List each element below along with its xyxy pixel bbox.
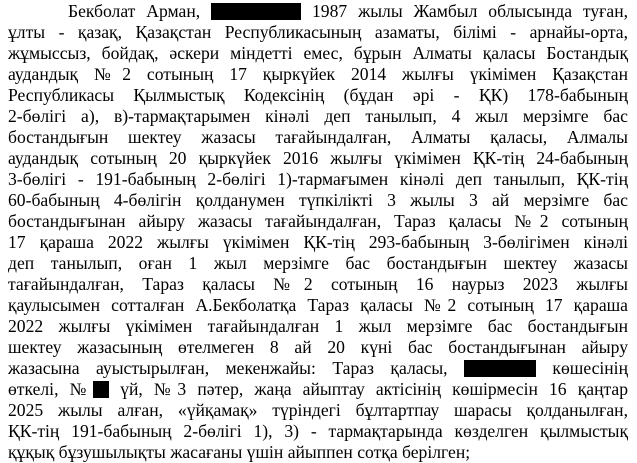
line-text: Республикасы Қылмыстық Кодексінің (бұдан әрі - ҚК) 178-бабының [8, 85, 628, 105]
paragraph-line [8, 421, 628, 442]
paragraph-line [8, 379, 628, 400]
line-text: Бекболат Арман, [68, 1, 212, 21]
paragraph-line [8, 295, 628, 316]
paragraph-line [8, 85, 628, 106]
paragraph-line [8, 169, 628, 190]
line-text: жазасына ауыстырылған, мекенжайы: Тараз қаласы, [8, 358, 464, 378]
redaction-block [464, 360, 536, 377]
line-text: 17 қараша 2022 жылғы үкімімен ҚК-тің 293-бабының 3-бөлігімен кінәлі [8, 232, 628, 252]
paragraph-line [8, 64, 628, 85]
paragraph-line [8, 400, 628, 421]
line-text: бостандығын шектеу жазасы тағайындалған, Алматы қаласы, Алмалы [8, 127, 628, 147]
line-text: 2-бөлігі а), в)-тармақтарымен кінәлі деп танылып, 4 жыл мерзімге бас [8, 106, 628, 126]
line-text: 1987 жылы Жамбыл облысында туған, [301, 1, 629, 21]
line-text: 2025 жылы алған, «үйқамақ» түріндегі бұлтартпау шарасы қолданылған, [8, 400, 628, 420]
line-text: 3-бөлігі - 191-бабының 2-бөлігі 1)-тармағымен кінәлі деп танылып, ҚК-тің [8, 169, 628, 189]
line-text: қаулысымен сотталған А.Бекболатқа Тараз қаласы №2 сотының 17 қараша [8, 295, 628, 315]
line-text: тағайындалған, Тараз қаласы №2 сотының 16 наурыз 2023 жылғы [8, 274, 628, 294]
line-text: үй, №3 пәтер, жаңа айыптау актісінің көшірмесін 16 қаңтар [109, 379, 629, 399]
paragraph-line [8, 232, 628, 253]
paragraph-line [8, 211, 628, 232]
paragraph-line [8, 190, 628, 211]
paragraph-line [8, 43, 628, 64]
paragraph-line [8, 337, 628, 358]
line-text: құқық бұзушылықты жасағаны үшін айыппен сотқа берілген; [8, 442, 471, 462]
line-text: 60-бабының 4-бөлігін қолданумен түпкілікті 3 жылы 3 ай мерзімге бас [8, 190, 628, 210]
paragraph-line [68, 1, 628, 22]
redaction-block [93, 381, 109, 398]
paragraph-line [8, 106, 628, 127]
redaction-block [211, 3, 301, 20]
line-text: шектеу жазасының өтелмеген 8 ай 20 күні бас бостандығынан айыру [8, 337, 628, 357]
line-text: жұмыссыз, бойдақ, әскери міндетті емес, бұрын Алматы қаласы Бостандық [8, 43, 628, 63]
line-text: 2022 жылғы үкімімен тағайындалған 1 жыл мерзімге бас бостандығын [8, 316, 628, 336]
paragraph-line [8, 316, 628, 337]
line-text: аудандық №2 сотының 17 қыркүйек 2014 жылғы үкімімен Қазақстан [8, 64, 628, 84]
line-text: деп танылып, оған 1 жыл мерзімге бас бостандығын шектеу жазасы [8, 253, 628, 273]
paragraph-line [8, 274, 628, 295]
paragraph-line [8, 253, 628, 274]
line-text: өткелі, № [8, 379, 94, 399]
line-text: бостандығынан айыру жазасы тағайындалған, Тараз қаласы №2 сотының [8, 211, 628, 231]
line-text: ұлты - қазақ, Қазақстан Республикасының азаматы, білімі - арнайы-орта, [8, 22, 628, 42]
paragraph-line [8, 148, 628, 169]
line-text: көшесінің [536, 358, 628, 378]
paragraph-line [8, 22, 628, 43]
line-text: ҚК-тің 191-бабының 2-бөлігі 1), 3) - тармақтарында көзделген қылмыстық [8, 421, 628, 441]
paragraph-line [8, 127, 628, 148]
paragraph-line [8, 358, 628, 379]
line-text: аудандық сотының 20 қыркүйек 2016 жылғы үкімімен ҚК-тің 24-бабының [8, 148, 628, 168]
paragraph-line [8, 442, 628, 463]
